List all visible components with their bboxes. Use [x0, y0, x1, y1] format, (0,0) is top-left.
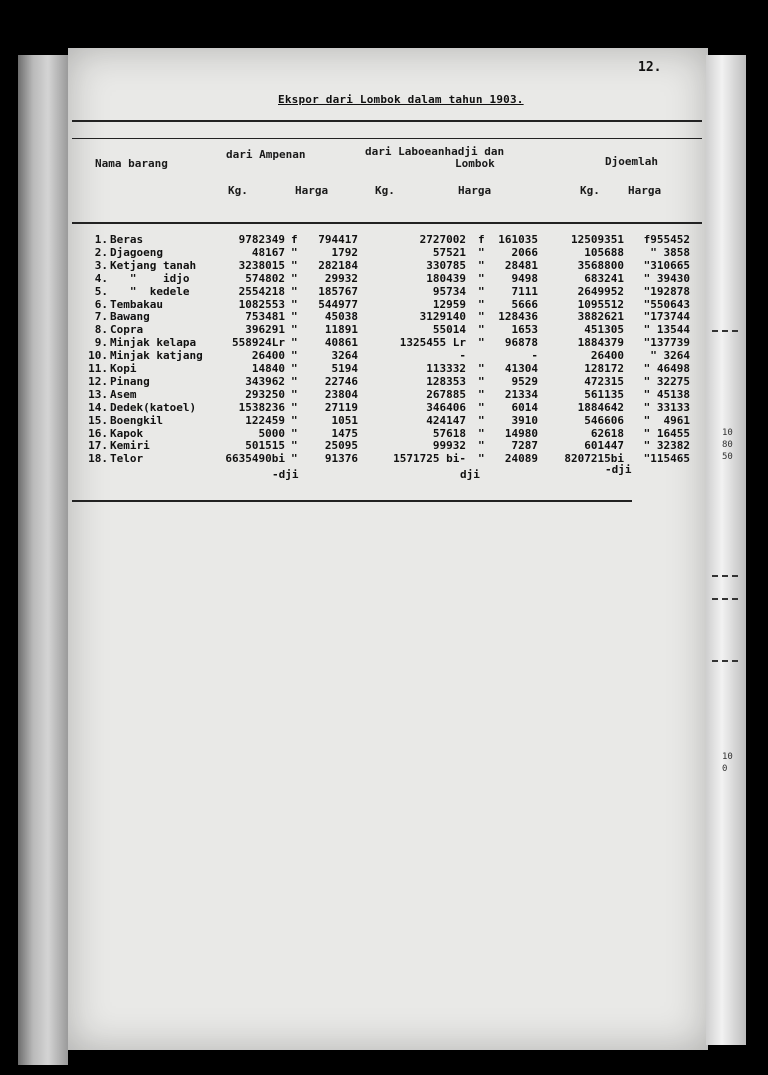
- cell-no: 15.: [88, 413, 108, 427]
- cell-h3: " 32275: [643, 374, 690, 388]
- cell-kg2: 55014: [432, 323, 466, 337]
- cell-h1: 40861: [324, 336, 358, 350]
- page-number: 12.: [638, 60, 662, 75]
- cell-name: Pinang: [110, 374, 150, 388]
- cell-kg3: 451305: [584, 323, 624, 337]
- cell-name: Boengkil: [110, 413, 163, 427]
- cell-kg2: -: [459, 349, 466, 363]
- cell-kg3: 128172: [584, 362, 624, 375]
- header-harga-1: Harga: [295, 184, 329, 197]
- cell-h1: 544977: [318, 297, 358, 311]
- cell-h3: " 13544: [643, 323, 690, 337]
- cell-h1: 5194: [331, 362, 358, 375]
- edge-number: 80: [722, 440, 733, 450]
- cell-h1p: ": [291, 284, 298, 298]
- cell-kg2: 2727002: [419, 233, 466, 246]
- cell-h1p: ": [291, 426, 298, 440]
- cell-no: 12.: [88, 374, 108, 388]
- cell-h1p: ": [291, 452, 298, 466]
- cell-h3: f955452: [643, 233, 690, 246]
- cell-kg2: 346406: [426, 400, 466, 414]
- cell-kg3: 3882621: [577, 310, 624, 324]
- cell-kg1: 3238015: [238, 258, 285, 272]
- cell-h2p: ": [478, 284, 485, 298]
- cell-h3: "173744: [643, 310, 690, 324]
- cell-h1: 3264: [331, 349, 358, 363]
- cell-h3: " 39430: [643, 271, 690, 285]
- cell-h3: "115465: [643, 452, 690, 466]
- edge-number: 10: [722, 752, 733, 762]
- cell-kg1: 9782349: [238, 233, 285, 246]
- cell-name: Bawang: [110, 310, 150, 324]
- cell-h1p: ": [291, 349, 298, 363]
- cell-name: Kapok: [110, 426, 144, 440]
- cell-kg3: 3568800: [577, 258, 624, 272]
- cell-name: Beras: [110, 233, 144, 246]
- cell-name: Tembakau: [110, 297, 163, 311]
- cell-h1: 45038: [324, 310, 358, 324]
- cell-h1: 1792: [331, 245, 358, 259]
- cell-no: 3.: [94, 258, 108, 272]
- cell-no: 9.: [94, 336, 108, 350]
- cell-kg1: 753481: [245, 310, 285, 324]
- cell-kg1: 1538236: [238, 400, 285, 414]
- cell-h3: " 32382: [643, 439, 690, 453]
- cell-h3: "192878: [643, 284, 690, 298]
- cell-kg1: 293250: [245, 387, 285, 401]
- cell-kg2: 128353: [426, 374, 466, 388]
- header-djoemlah: Djoemlah: [605, 155, 658, 168]
- cell-h1p: ": [291, 374, 298, 388]
- cell-kg2: 267885: [426, 387, 466, 401]
- cell-h2: 21334: [504, 387, 538, 401]
- edge-mark: [712, 330, 738, 332]
- cell-h2p: ": [478, 336, 485, 350]
- cell-no: 6.: [94, 297, 108, 311]
- cell-kg2: 57618: [432, 426, 466, 440]
- cell-h3: " 4961: [643, 413, 690, 427]
- cell-h2p: ": [478, 426, 485, 440]
- cell-kg3: 105688: [584, 245, 624, 259]
- cell-kg2: 1325455 Lr: [399, 336, 466, 350]
- cell-h1: 794417: [318, 233, 358, 246]
- rule-bottom: [72, 500, 632, 502]
- cell-h1: 11891: [324, 323, 358, 337]
- cell-kg2: 3129140: [419, 310, 466, 324]
- cell-h2: 7287: [511, 439, 538, 453]
- cell-kg2: 424147: [426, 413, 466, 427]
- cell-h1p: ": [291, 297, 298, 311]
- cell-kg2: 12959: [432, 297, 466, 311]
- cell-h2p: ": [478, 271, 485, 285]
- suffix-dji-3: -dji: [605, 463, 632, 476]
- cell-no: 7.: [94, 310, 108, 324]
- cell-h1p: f: [291, 233, 298, 246]
- cell-h2p: f: [478, 233, 485, 246]
- cell-h3: " 3264: [650, 349, 690, 363]
- cell-h1: 29932: [324, 271, 358, 285]
- cell-h1: 185767: [318, 284, 358, 298]
- cell-kg3: 1884379: [577, 336, 624, 350]
- cell-no: 8.: [94, 323, 108, 337]
- header-kg-2: Kg.: [375, 184, 395, 197]
- cell-kg1: 2554218: [238, 284, 285, 298]
- edge-mark: [712, 575, 738, 577]
- cell-name: Kemiri: [110, 439, 150, 453]
- cell-h2: 128436: [498, 310, 538, 324]
- cell-h3: " 46498: [643, 362, 690, 375]
- cell-kg1: 5000: [258, 426, 285, 440]
- cell-h2: 28481: [504, 258, 538, 272]
- cell-no: 4.: [94, 271, 108, 285]
- cell-h2p: ": [478, 258, 485, 272]
- cell-h2p: ": [478, 323, 485, 337]
- cell-kg1: 48167: [251, 245, 285, 259]
- cell-kg1: 14840: [251, 362, 285, 375]
- cell-h2: 96878: [504, 336, 538, 350]
- cell-no: 18.: [88, 452, 108, 466]
- cell-h2: -: [531, 349, 538, 363]
- cell-name: Asem: [110, 387, 137, 401]
- cell-no: 5.: [94, 284, 108, 298]
- cell-name: Minjak katjang: [110, 349, 203, 363]
- cell-kg1: 558924Lr: [232, 336, 285, 350]
- cell-kg3: 26400: [590, 349, 624, 363]
- cell-name: Telor: [110, 452, 144, 466]
- cell-kg3: 1095512: [577, 297, 624, 311]
- cell-h2: 3910: [511, 413, 538, 427]
- edge-number: 0: [722, 764, 728, 774]
- document-title: Ekspor dari Lombok dalam tahun 1903.: [278, 93, 524, 106]
- cell-h2: 41304: [504, 362, 538, 375]
- cell-h1p: ": [291, 258, 298, 272]
- cell-kg1: 26400: [251, 349, 285, 363]
- cell-kg3: 683241: [584, 271, 624, 285]
- cell-kg2: 99932: [432, 439, 466, 453]
- edge-mark: [712, 660, 738, 662]
- cell-h3: "137739: [643, 336, 690, 350]
- cell-kg2: 330785: [426, 258, 466, 272]
- cell-h2: 6014: [511, 400, 538, 414]
- cell-h2: 5666: [511, 297, 538, 311]
- cell-h2: 161035: [498, 233, 538, 246]
- cell-no: 16.: [88, 426, 108, 440]
- cell-h2p: ": [478, 374, 485, 388]
- cell-h1p: ": [291, 323, 298, 337]
- cell-h2p: ": [478, 245, 485, 259]
- header-kg-3: Kg.: [580, 184, 600, 197]
- cell-kg3: 1884642: [577, 400, 624, 414]
- cell-h3: " 16455: [643, 426, 690, 440]
- cell-h1p: ": [291, 271, 298, 285]
- cell-kg2: 113332: [426, 362, 466, 375]
- rule-header: [72, 222, 702, 224]
- cell-h1: 22746: [324, 374, 358, 388]
- cell-h1p: ": [291, 400, 298, 414]
- edge-number: 10: [722, 428, 733, 438]
- cell-h1p: ": [291, 387, 298, 401]
- cell-kg1: 396291: [245, 323, 285, 337]
- cell-no: 2.: [94, 245, 108, 259]
- cell-name: Minjak kelapa: [110, 336, 197, 350]
- cell-h1: 1475: [331, 426, 358, 440]
- header-kg-1: Kg.: [228, 184, 248, 197]
- cell-h2p: ": [478, 310, 485, 324]
- cell-h1p: ": [291, 245, 298, 259]
- cell-name: Ketjang tanah: [110, 258, 197, 272]
- cell-h2p: ": [478, 413, 485, 427]
- cell-kg3: 12509351: [571, 233, 624, 246]
- cell-kg3: 2649952: [577, 284, 624, 298]
- header-harga-2: Harga: [458, 184, 492, 197]
- cell-name: Dedek(katoel): [110, 400, 197, 414]
- rule-top-2: [72, 138, 702, 139]
- suffix-dji-2: dji: [460, 468, 480, 481]
- cell-no: 17.: [88, 439, 108, 453]
- cell-h1p: ": [291, 336, 298, 350]
- cell-h3: "310665: [643, 258, 690, 272]
- cell-no: 13.: [88, 387, 108, 401]
- cell-kg2: 1571725 bi-: [393, 452, 466, 466]
- rule-top: [72, 120, 702, 122]
- cell-kg1: 1082553: [238, 297, 285, 311]
- cell-h1p: ": [291, 310, 298, 324]
- cell-kg3: 561135: [584, 387, 624, 401]
- cell-no: 11.: [88, 362, 108, 375]
- cell-h2: 1653: [511, 323, 538, 337]
- header-ampenan: dari Ampenan: [226, 148, 306, 161]
- header-harga-3: Harga: [628, 184, 662, 197]
- cell-h2: 9529: [511, 374, 538, 388]
- document-page: [68, 48, 708, 1050]
- header-lombok: Lombok: [455, 157, 495, 170]
- cell-kg3: 8207215bi: [564, 452, 624, 466]
- cell-no: 10.: [88, 349, 108, 363]
- cell-h1: 27119: [324, 400, 358, 414]
- cell-kg2: 180439: [426, 271, 466, 285]
- cell-h2p: ": [478, 387, 485, 401]
- cell-no: 14.: [88, 400, 108, 414]
- cell-name: " idjo: [110, 271, 190, 285]
- cell-h3: " 3858: [650, 245, 690, 259]
- header-laboean: dari Laboeanhadji dan: [365, 145, 505, 158]
- cell-h2p: ": [478, 400, 485, 414]
- cell-h3: " 45138: [643, 387, 690, 401]
- cell-name: Djagoeng: [110, 245, 163, 259]
- cell-kg1: 501515: [245, 439, 285, 453]
- cell-h2p: ": [478, 297, 485, 311]
- cell-h3: "550643: [643, 297, 690, 311]
- suffix-dji-1: -dji: [272, 468, 299, 481]
- cell-h1p: ": [291, 362, 298, 375]
- cell-h1: 23804: [324, 387, 358, 401]
- cell-h2p: ": [478, 439, 485, 453]
- cell-name: Copra: [110, 323, 144, 337]
- cell-h1: 91376: [324, 452, 358, 466]
- cell-h2: 9498: [511, 271, 538, 285]
- cell-h1: 25095: [324, 439, 358, 453]
- cell-kg3: 546606: [584, 413, 624, 427]
- cell-h1p: ": [291, 413, 298, 427]
- cell-h3: " 33133: [643, 400, 690, 414]
- cell-h1: 282184: [318, 258, 358, 272]
- cell-kg2: 95734: [432, 284, 466, 298]
- header-name: Nama barang: [95, 157, 168, 170]
- edge-number: 50: [722, 452, 733, 462]
- cell-name: " kedele: [110, 284, 190, 298]
- cell-kg1: 343962: [245, 374, 285, 388]
- cell-h1: 1051: [331, 413, 358, 427]
- adjacent-page-edge: [706, 55, 746, 1045]
- cell-h2: 2066: [511, 245, 538, 259]
- cell-kg3: 472315: [584, 374, 624, 388]
- cell-h2: 7111: [511, 284, 538, 298]
- edge-mark: [712, 598, 738, 600]
- cell-kg1: 6635490bi: [225, 452, 285, 466]
- cell-h2p: ": [478, 452, 485, 466]
- cell-h2: 24089: [504, 452, 538, 466]
- cell-name: Kopi: [110, 362, 137, 375]
- cell-kg1: 574802: [245, 271, 285, 285]
- cell-h1p: ": [291, 439, 298, 453]
- book-spine: [18, 55, 68, 1065]
- cell-h2p: ": [478, 362, 485, 375]
- cell-no: 1.: [94, 233, 108, 246]
- cell-kg2: 57521: [432, 245, 466, 259]
- cell-kg3: 62618: [590, 426, 624, 440]
- cell-kg1: 122459: [245, 413, 285, 427]
- cell-h2: 14980: [504, 426, 538, 440]
- cell-kg3: 601447: [584, 439, 624, 453]
